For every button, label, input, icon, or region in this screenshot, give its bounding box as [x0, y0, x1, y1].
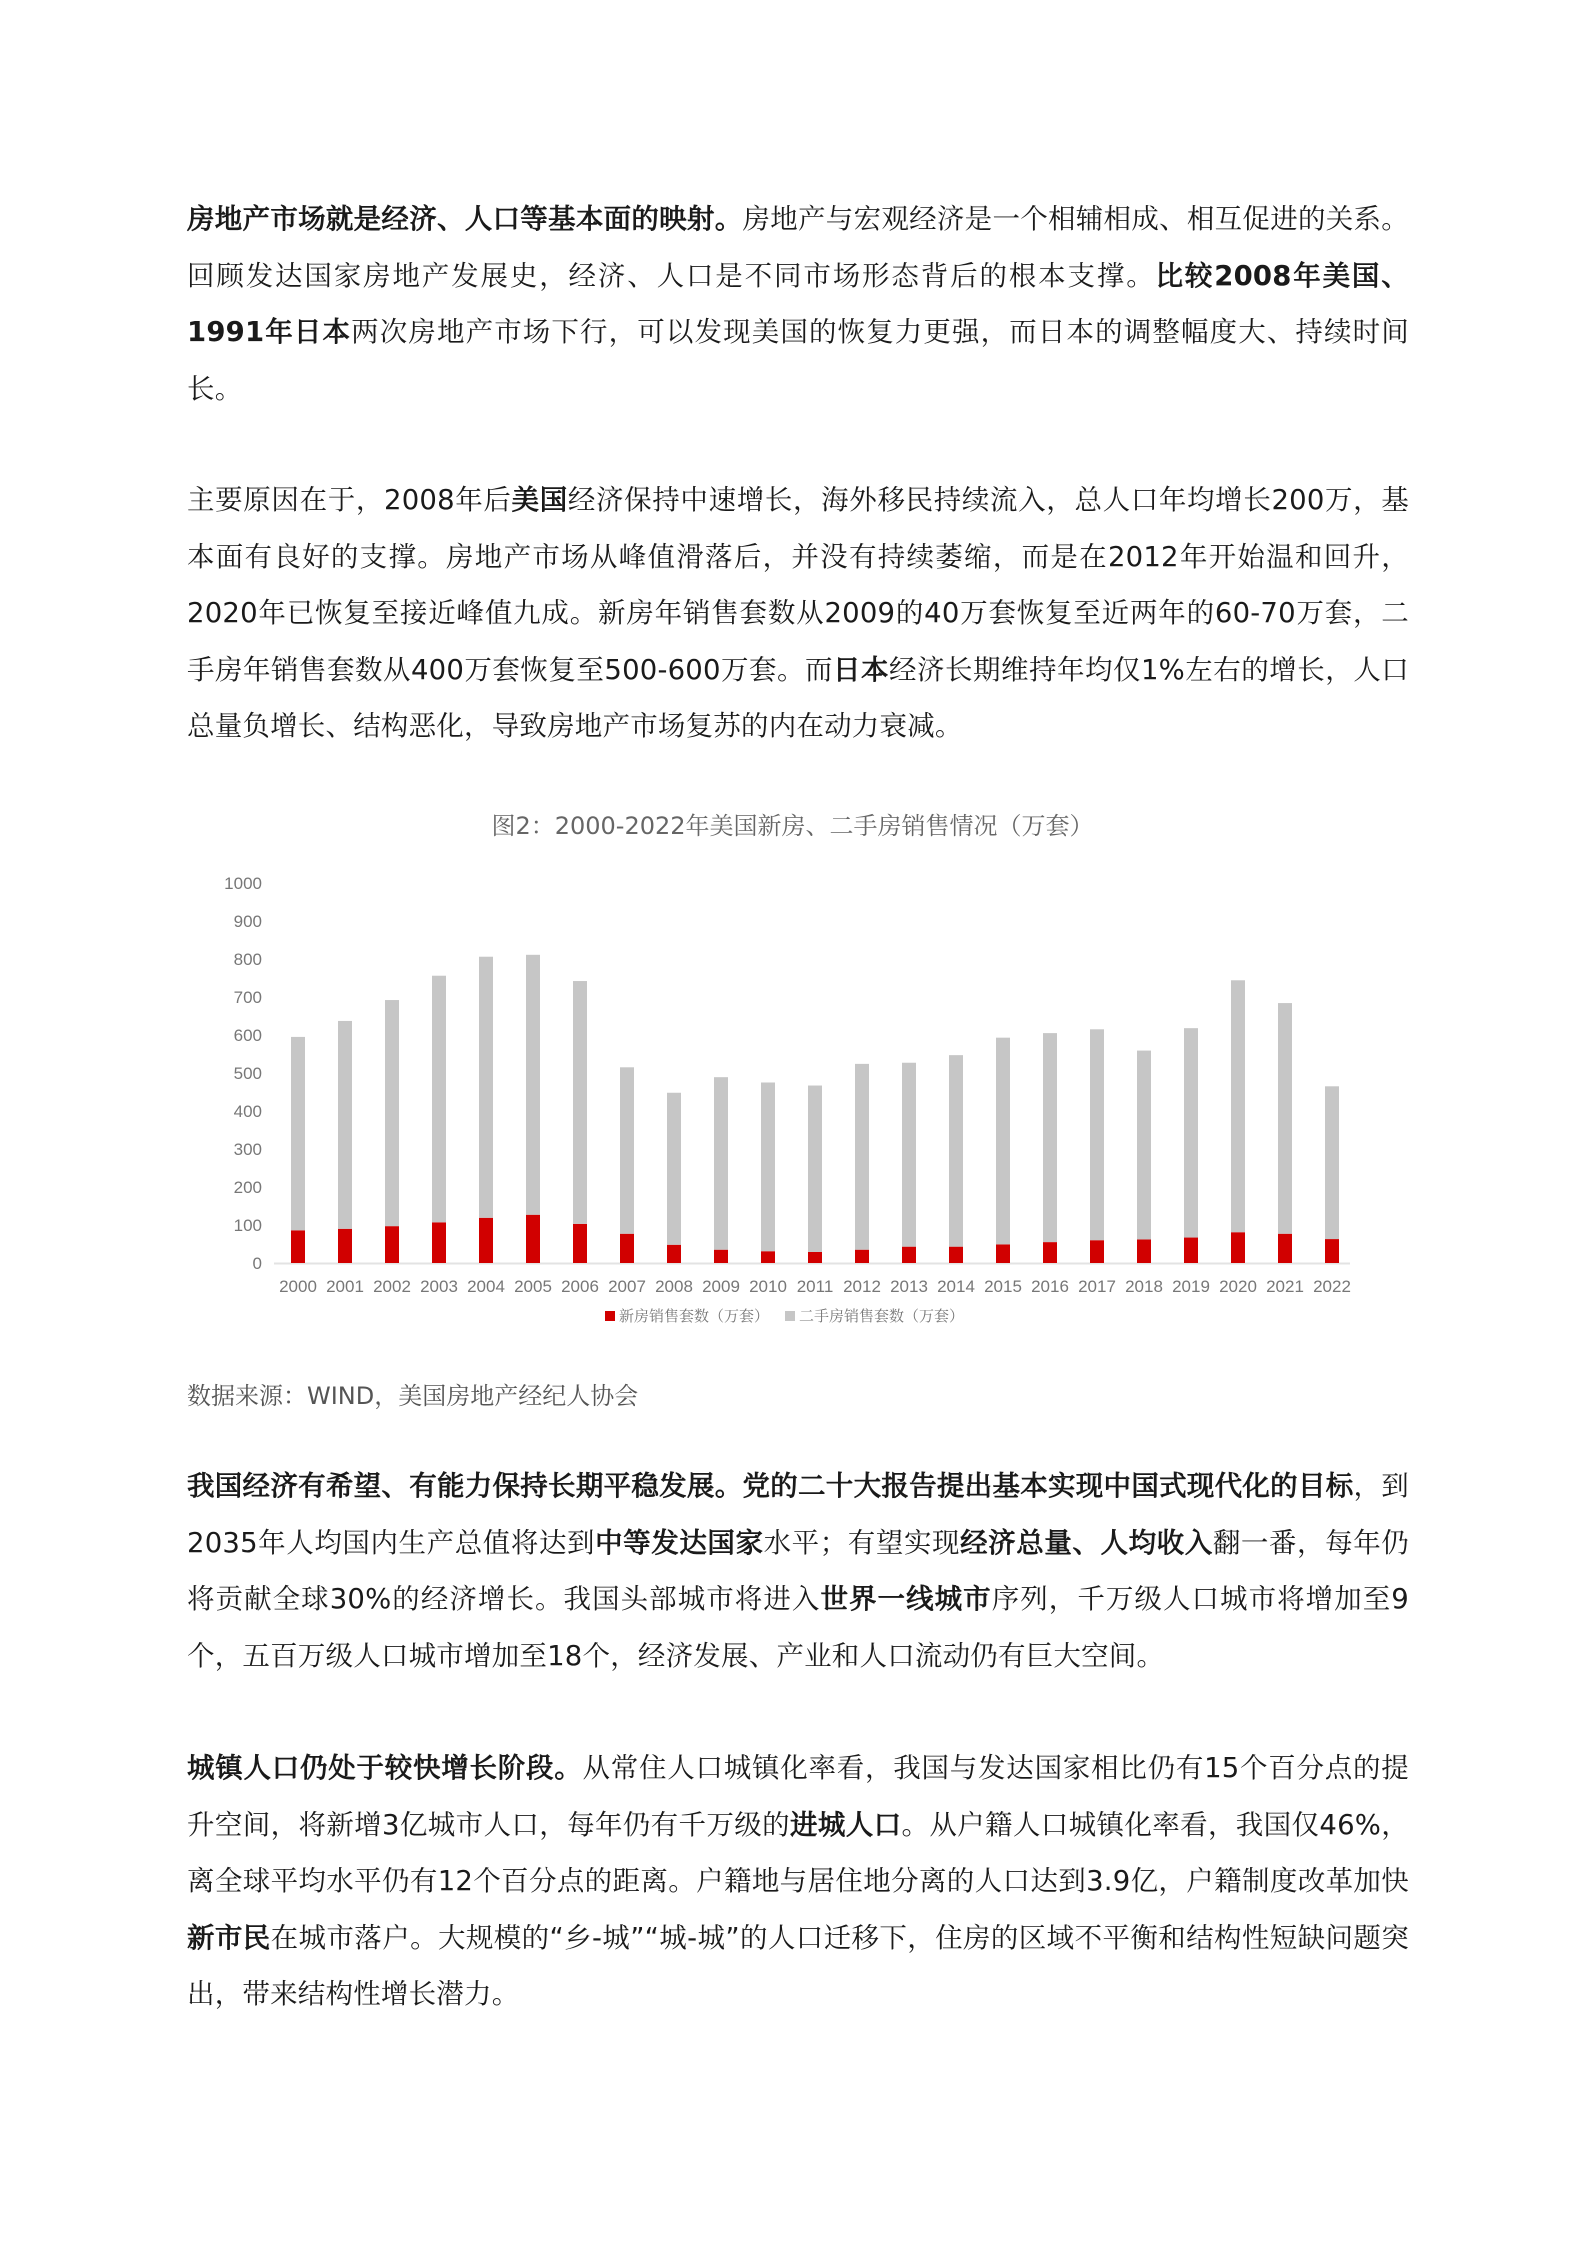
bar-existing-home [620, 1067, 634, 1233]
y-tick-label: 500 [233, 1064, 262, 1083]
bar-existing-home [1325, 1086, 1339, 1239]
x-tick-label: 2011 [796, 1277, 834, 1296]
legend-label: 二手房销售套数（万套） [799, 1308, 965, 1325]
bold-text: 日本 [832, 653, 889, 686]
bar-new-home [1231, 1232, 1245, 1263]
bar-existing-home [949, 1055, 963, 1247]
y-tick-label: 900 [233, 912, 262, 931]
bold-text: 我国经济有希望、有能力保持长期平稳发展。党的二十大报告提出基本实现中国式现代化的目标 [187, 1470, 1354, 1502]
text-run: 经济保持中速增长，海外移民持续流入，总人口年均增长200万，基本面有良好的支撑。房地产市场从峰值滑落后，并没有持续萎缩，而是在2012年开始温和回升，2020年已恢复至接近峰值九成。新房年销售套数从2009的40万套恢复至近两年的60-70万套，二手房年销售套数从400万套恢复至500-600万套。而 [187, 484, 1409, 686]
x-tick-label: 2000 [279, 1277, 317, 1296]
y-tick-label: 600 [233, 1026, 262, 1045]
bar-new-home [1137, 1239, 1151, 1263]
bar-new-home [1278, 1234, 1292, 1263]
bar-existing-home [385, 1000, 399, 1226]
bar-existing-home [1043, 1033, 1057, 1242]
x-tick-label: 2017 [1078, 1277, 1116, 1296]
y-tick-label: 400 [233, 1102, 262, 1121]
bar-new-home [1090, 1240, 1104, 1263]
y-tick-label: 100 [233, 1216, 262, 1235]
x-tick-label: 2015 [984, 1277, 1022, 1296]
figure-source: 数据来源：WIND，美国房地产经纪人协会 [187, 1382, 639, 1410]
y-tick-label: 300 [233, 1140, 262, 1159]
paragraph-us-japan-comparison [187, 472, 1409, 755]
bar-new-home [620, 1234, 634, 1263]
x-tick-label: 2018 [1125, 1277, 1163, 1296]
bar-new-home [573, 1224, 587, 1263]
bar-new-home [667, 1245, 681, 1263]
text-run: 翻一番，每年仍将贡献全球30%的经济增长。我国头部城市将进入 [187, 1526, 1409, 1615]
text-run: 。从户籍人口城镇化率看，我国仅46%，离全球平均水平仍有12个百分点的距离。户籍地与居住地分离的人口达到3.9亿，户籍制度改革加快 [187, 1808, 1409, 1897]
bar-new-home [949, 1247, 963, 1263]
bar-existing-home [1137, 1051, 1151, 1240]
bold-text: 城镇人口仍处于较快增长阶段。 [187, 1752, 583, 1784]
bar-existing-home [902, 1063, 916, 1247]
paragraph-china-economy [187, 1458, 1409, 1684]
x-tick-label: 2021 [1266, 1277, 1304, 1296]
bar-existing-home [808, 1086, 822, 1252]
text-run: 房地产与宏观经济是一个相辅相成、相互促进的关系。回顾发达国家房地产发展史，经济、人口是不同市场形态背后的根本支撑。 [187, 203, 1409, 292]
bold-text: 世界一线城市 [820, 1583, 992, 1615]
x-tick-label: 2016 [1031, 1277, 1069, 1296]
bold-text: 美国 [511, 484, 568, 516]
bar-existing-home [1231, 980, 1245, 1232]
x-tick-label: 2014 [937, 1277, 975, 1296]
x-tick-label: 2007 [608, 1277, 646, 1296]
bar-new-home [338, 1229, 352, 1263]
bar-new-home [1043, 1242, 1057, 1263]
legend-label: 新房销售套数（万套） [619, 1308, 770, 1325]
x-tick-label: 2020 [1219, 1277, 1257, 1296]
bar-new-home [902, 1247, 916, 1263]
bar-new-home [479, 1218, 493, 1263]
text-run: ，到2035年人均国内生产总值将达到 [187, 1470, 1409, 1559]
bar-new-home [432, 1222, 446, 1263]
bar-new-home [1184, 1238, 1198, 1263]
text-run: 经济长期维持年均仅1%左右的增长，人口总量负增长、结构恶化，导致房地产市场复苏的内在动力衰减。 [187, 653, 1409, 742]
x-tick-label: 2013 [890, 1277, 928, 1296]
x-tick-label: 2006 [561, 1277, 599, 1296]
x-tick-label: 2009 [702, 1277, 740, 1296]
paragraph-real-estate-fundamentals [187, 191, 1409, 417]
text-run: 在城市落户。大规模的“乡-城”“城-城”的人口迁移下，住房的区域不平衡和结构性短缺问题突出，带来结构性增长潜力。 [187, 1921, 1409, 2010]
bar-new-home [526, 1215, 540, 1263]
text-run: 序列，千万级人口城市将增加至9个，五百万级人口城市增加至18个，经济发展、产业和人口流动仍有巨大空间。 [187, 1583, 1409, 1672]
bar-new-home [291, 1230, 305, 1263]
bar-existing-home [1278, 1003, 1292, 1234]
y-tick-label: 200 [233, 1178, 262, 1197]
y-tick-label: 0 [252, 1254, 262, 1273]
bar-new-home [855, 1250, 869, 1263]
x-tick-label: 2002 [373, 1277, 411, 1296]
bar-new-home [761, 1251, 775, 1263]
bold-text: 进城人口 [790, 1808, 902, 1841]
bar-existing-home [573, 981, 587, 1224]
bar-existing-home [291, 1037, 305, 1230]
bar-new-home [808, 1252, 822, 1263]
bar-existing-home [338, 1021, 352, 1229]
text-run: 从常住人口城镇化率看，我国与发达国家相比仍有15个百分点的提升空间，将新增3亿城市人口，每年仍有千万级的 [187, 1752, 1409, 1841]
paragraph-urbanization [187, 1740, 1409, 2023]
bold-text: 中等发达国家 [595, 1526, 764, 1559]
bold-text: 房地产市场就是经济、人口等基本面的映射。 [187, 203, 743, 235]
y-tick-label: 1000 [224, 874, 262, 893]
y-tick-label: 700 [233, 988, 262, 1007]
bar-existing-home [996, 1038, 1010, 1245]
bold-text: 经济总量、人均收入 [960, 1526, 1213, 1559]
figure-caption: 图2：2000-2022年美国新房、二手房销售情况（万套） [491, 812, 1094, 840]
x-tick-label: 2019 [1172, 1277, 1210, 1296]
x-tick-label: 2010 [749, 1277, 787, 1296]
bold-text: 新市民 [187, 1921, 271, 1954]
x-tick-label: 2003 [420, 1277, 458, 1296]
bold-text: 比较2008年美国、1991年日本 [187, 259, 1409, 348]
text-run: 两次房地产市场下行，可以发现美国的恢复力更强，而日本的调整幅度大、持续时间长。 [187, 316, 1409, 405]
bar-existing-home [1090, 1029, 1104, 1240]
bar-existing-home [526, 955, 540, 1215]
legend-swatch [605, 1311, 615, 1321]
stacked-bar-chart [200, 860, 1380, 1340]
text-run: 水平；有望实现 [763, 1526, 961, 1559]
text-run: 主要原因在于，2008年后 [187, 484, 512, 516]
bar-existing-home [855, 1064, 869, 1250]
x-tick-label: 2004 [467, 1277, 505, 1296]
legend-swatch [785, 1311, 795, 1321]
bar-existing-home [1184, 1028, 1198, 1237]
bar-new-home [996, 1244, 1010, 1263]
x-tick-label: 2001 [326, 1277, 364, 1296]
y-tick-label: 800 [233, 950, 262, 969]
bar-existing-home [761, 1083, 775, 1252]
x-tick-label: 2022 [1313, 1277, 1351, 1296]
x-tick-label: 2012 [843, 1277, 881, 1296]
bar-existing-home [714, 1077, 728, 1250]
bar-new-home [385, 1226, 399, 1263]
bar-new-home [714, 1250, 728, 1263]
bar-existing-home [479, 957, 493, 1218]
bar-existing-home [667, 1093, 681, 1245]
bar-new-home [1325, 1239, 1339, 1263]
x-tick-label: 2008 [655, 1277, 693, 1296]
bar-existing-home [432, 976, 446, 1223]
x-tick-label: 2005 [514, 1277, 552, 1296]
